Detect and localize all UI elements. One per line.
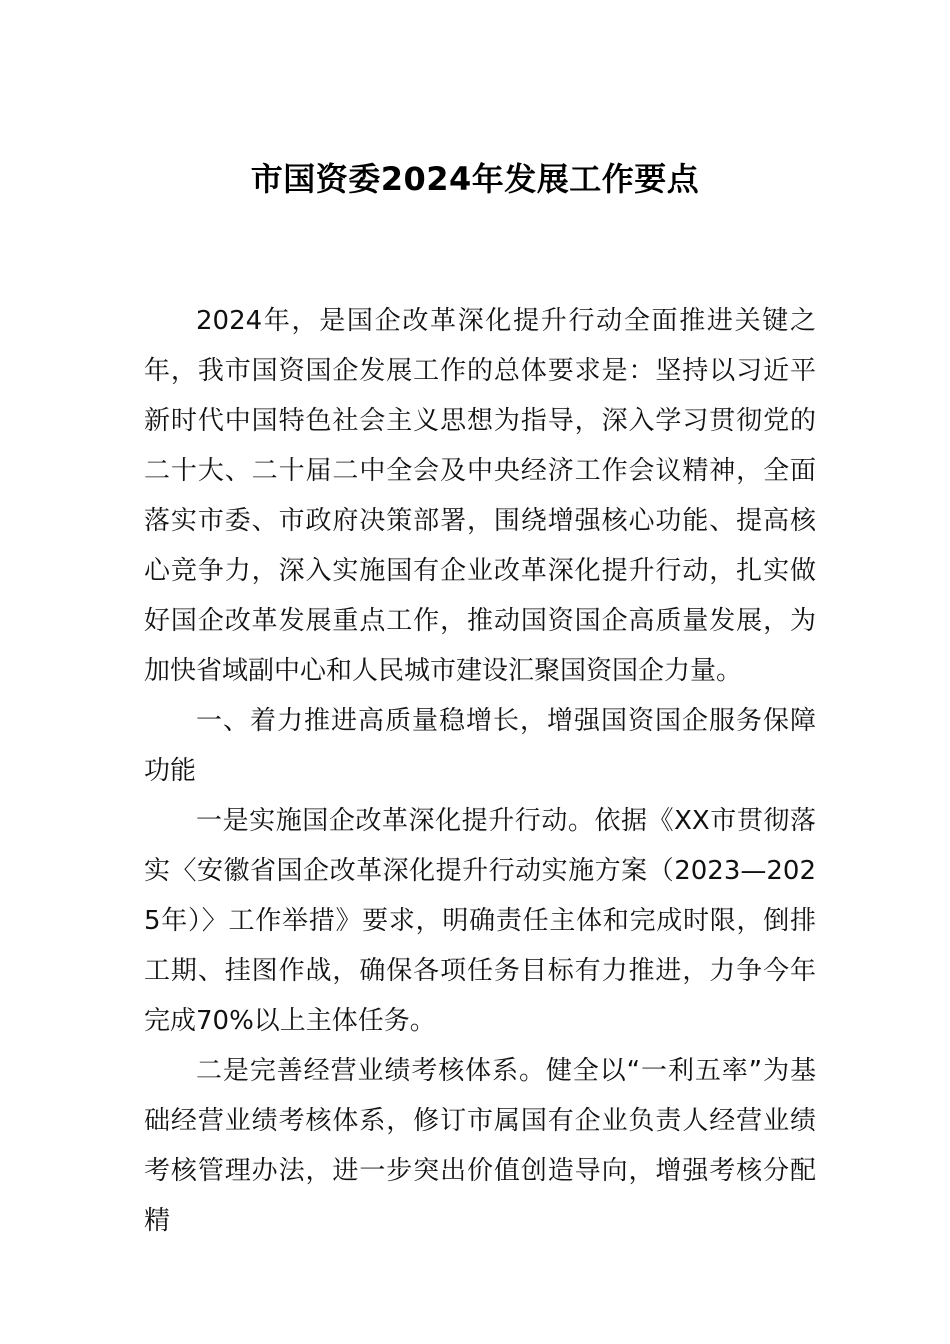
document-title: 市国资委2024年发展工作要点 — [250, 160, 700, 198]
paragraph-item-2: 二是完善经营业绩考核体系。健全以“一利五率”为基础经营业绩考核体系，修订市属国有企业负责人经营业绩考核管理办法，进一步突出价值创造导向，增强考核分配精 — [144, 1056, 816, 1236]
document-body — [144, 296, 816, 1246]
paragraph-intro: 2024年，是国企改革深化提升行动全面推进关键之年，我市国资国企发展工作的总体要求是：坚持以习近平新时代中国特色社会主义思想为指导，深入学习贯彻党的二十大、二十届二中全会及中央经济工作会议精神，全面落实市委、市政府决策部署，围绕增强核心功能、提高核心竞争力，深入实施国有企业改革深化提升行动，扎实做好国企改革发展重点工作，推动国资国企高质量发展，为加快省域副中心和人民城市建设汇聚国资国企力量。 — [144, 306, 816, 686]
section-heading-1: 一、着力推进高质量稳增长，增强国资国企服务保障功能 — [144, 706, 816, 786]
paragraph-item-1: 一是实施国企改革深化提升行动。依据《XX市贯彻落实〈安徽省国企改革深化提升行动实施方案（2023—2025年）〉工作举措》要求，明确责任主体和完成时限，倒排工期、挂图作战，确保各项任务目标有力推进，力争今年完成70%以上主体任务。 — [144, 806, 816, 1036]
